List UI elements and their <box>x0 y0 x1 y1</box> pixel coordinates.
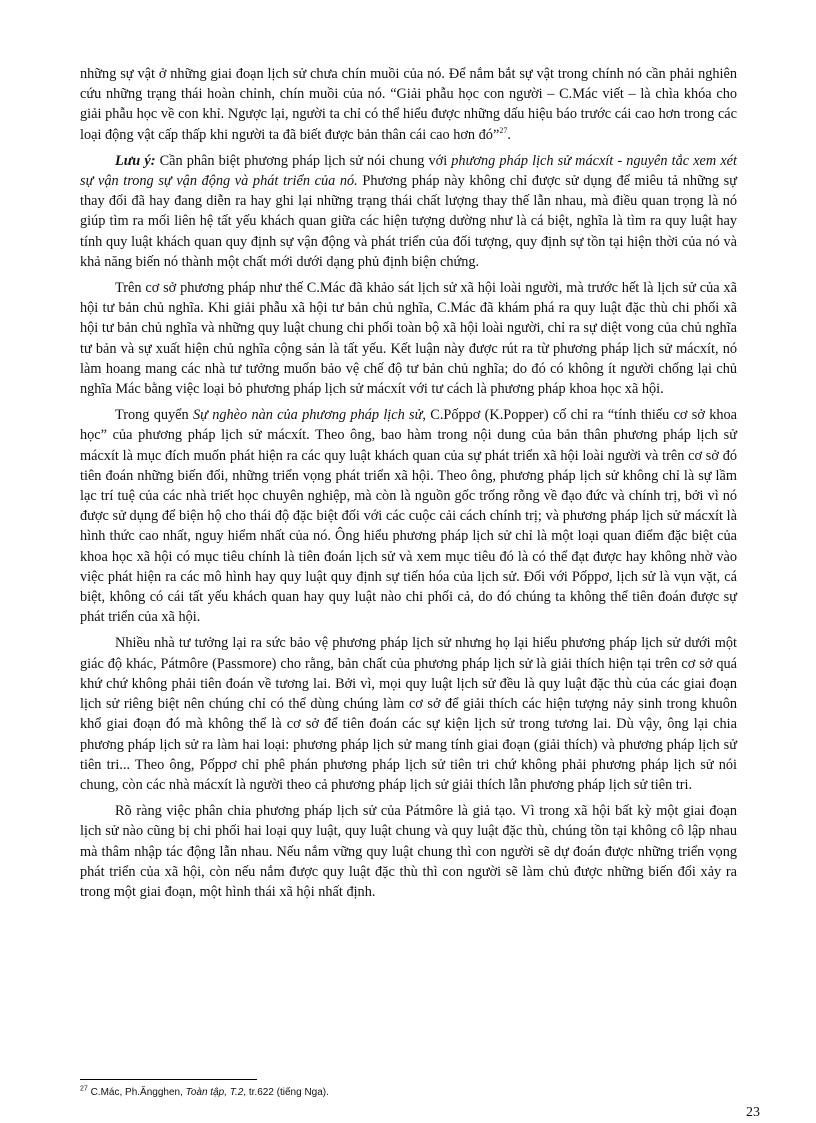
emphasis-text: phương pháp lịch sử mácxít - nguyên tắc xem xét sự vận trong sự vận động và phát triển của nó. <box>80 152 737 190</box>
footnote-number: 27 <box>80 1085 88 1093</box>
body-text <box>80 64 737 908</box>
paragraph-6: Rõ ràng việc phân chia phương pháp lịch sử của Pátmôre là giả tạo. Vì trong xã hội bất kỳ một giai đoạn lịch sử nào cũng bị chi phối hai loại quy luật, quy luật chung và quy luật đặc thù, chúng tồn tại không cô lập nhau mà thâm nhập tác động lẫn nhau. Nếu nắm vững quy luật chung thì con người sẽ dự đoán được những triển vọng phát triển của xã hội, còn nếu nắm được quy luật đặc thù thì con người sẽ làm chủ được những biến đổi xảy ra trong một giai đoạn, một hình thái xã hội nhất định. <box>80 803 737 900</box>
paragraph-1: những sự vật ở những giai đoạn lịch sử chưa chín muồi của nó. Để nắm bắt sự vật trong chính nó cần phải nghiên cứu những trạng thái hoàn chỉnh, chín muồi của nó. “Giải phẫu học con người – C.Mác viết – là chìa khóa cho giải phẫu học về con khỉ. Ngược lại, người ta chỉ có thể hiểu được những dấu hiệu báo trước cái cao hơn trong các loại động vật cấp thấp khi người ta đã biết được bản thân cái cao hơn đó”$^{27}$. <box>80 66 737 143</box>
footnote-title: Toàn tập, T.2 <box>185 1087 244 1098</box>
book-title: Sự nghèo nàn của phương pháp lịch sử <box>192 407 423 424</box>
paragraph-3: Trên cơ sở phương pháp như thế C.Mác đã khảo sát lịch sử xã hội loài người, mà trước hết là lịch sử của xã hội tư bản chủ nghĩa. Khi giải phẫu xã hội tư bản chủ nghĩa, C.Mác đã khám phá ra quy luật đặc thù chi phối xã hội tư bản chủ nghĩa và những quy luật chung chi phối toàn bộ xã hội loài người, chỉ ra sự diệt vong của chủ nghĩa tư bản và sự xuất hiện chủ nghĩa cộng sản là tất yếu. Kết luận này được rút ra từ phương pháp lịch sử mácxít, nó làm hoang mang các nhà tư tưởng muốn bảo vệ chế độ tư bản chủ nghĩa; do đó có không ít người chống lại chủ nghĩa Mác bằng việc loại bỏ phương pháp lịch sử mácxít với tư cách là phương pháp khoa học xã hội. <box>80 280 737 398</box>
footnote: $^{27}$ C.Mác, Ph.Ăngghen, Toàn tập, T.2, tr.622 (tiếng Nga). <box>80 1085 329 1098</box>
paragraph-4: Trong quyển Sự nghèo nàn của phương pháp lịch sử, C.Pốppơ (K.Popper) cố chỉ ra “tính thiếu cơ sở khoa học” của phương pháp lịch sử mácxít. Theo ông, bao hàm trong nội dung của bản thân phương pháp lịch sử mácxít là mục đích muốn phát hiện ra các quy luật khách quan của sự phát triển xã hội loài người và trên cơ sở đó tiên đoán những biến đổi, những triển vọng phát triển xã hội. Theo ông, phương pháp lịch sử không chỉ là sự lầm lạc trí tuệ của các nhà triết học chuyên nghiệp, mà còn là nguồn gốc trống rỗng về đạo đức và chính trị, bởi vì nó được sử dụng để biện hộ cho thái độ đặc biệt đối với các cuộc cải cách chính trị; và phương pháp lịch sử mácxít là hình thức cao nhất, nguy hiểm nhất của nó. Ông hiểu phương pháp lịch sử chỉ là một loại quan điểm đặc biệt của khoa học xã hội có mục tiêu chính là tiên đoán lịch sử và xem mục tiêu đó là có thể đạt được hay không nhờ vào việc phát hiện ra các mô hình hay quy luật quy định sự tiến hóa của lịch sử. Đối với Pốppơ, lịch sử là vụn vặt, cá biệt, không có cái tất yếu khách quan hay quy luật nào chi phối cả, do đó chúng ta không thể tiên đoán được sự phát triển của xã hội. <box>80 407 737 626</box>
page-number: 23 <box>746 1105 760 1120</box>
paragraph-5: Nhiều nhà tư tưởng lại ra sức bảo vệ phương pháp lịch sử nhưng họ lại hiểu phương pháp lịch sử dưới một giác độ khác, Pátmôre (Passmore) cho rằng, bản chất của phương pháp lịch sử là giải thích hiện tại trên cơ sở quá khứ chứ không phải tiên đoán về tương lai. Bởi vì, mọi quy luật lịch sử đều là quy luật đặc thù của các giai đoạn lịch sử riêng biệt nên chúng chỉ có thể dùng chúng làm cơ sở để giải thích các hiện tượng nảy sinh trong khuôn khổ giai đoạn đó mà không thể là cơ sở để tiên đoán các sự kiện lịch sử trong tương lai. Dù vậy, ông lại chia phương pháp lịch sử ra làm hai loại: phương pháp lịch sử mang tính giai đoạn (giải thích) và phương pháp lịch sử tiên tri... Theo ông, Pốppơ chỉ phê phán phương pháp lịch sử tiên tri chứ không phải phương pháp lịch sử nói chung, còn các nhà mácxít là người theo cả phương pháp lịch sử giải thích lẫn phương pháp lịch sử tiên tri. <box>80 635 737 793</box>
footnote-divider <box>80 1079 257 1080</box>
note-label: Lưu ý: <box>115 152 156 169</box>
paragraph-2: Lưu ý: Cần phân biệt phương pháp lịch sử nói chung với phương pháp lịch sử mácxít - nguyên tắc xem xét sự vận trong sự vận động và phát triển của nó. Phương pháp này không chỉ được sử dụng để miêu tả những sự thay đổi đã hay đang diễn ra hay ghi lại những trạng thái chất lượng thay thế lẫn nhau, mà điều quan trọng là nó giúp tìm ra mối liên hệ tất yếu khách quan giữa các hiện tượng dường như là cá biệt, nghĩa là tìm ra quy luật hay tính quy luật khách quan quy định sự vận động và phát triển của đối tượng, quy định sự tồn tại hiện thời của nó và khả năng biến nó thành một chất mới dưới dạng phủ định biện chứng. <box>80 152 737 270</box>
footnote-ref[interactable]: 27 <box>499 125 508 135</box>
